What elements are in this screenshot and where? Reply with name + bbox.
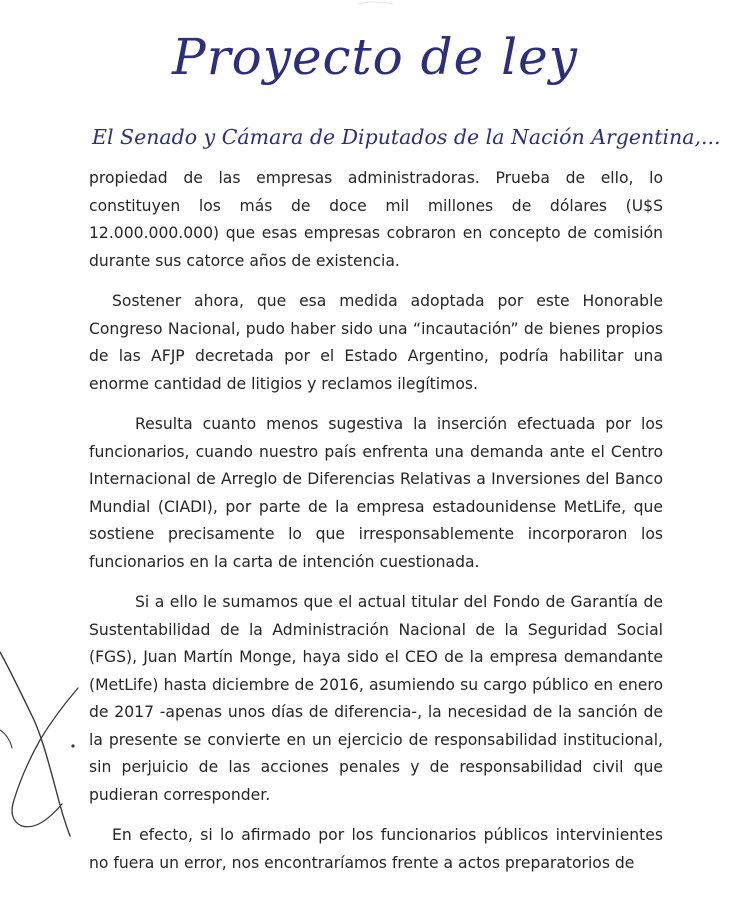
document-body <box>89 165 663 877</box>
document-subtitle: El Senado y Cámara de Diputados de la Nación Argentina,... <box>92 125 721 149</box>
paragraph-3: Resulta cuanto menos sugestiva la inserción efectuada por los funcionarios, cuando nuestro país enfrenta una demanda ante el Centro Internacional de Arreglo de Diferencias Relativas a Inversiones del Banco Mundial (CIADI), por parte de la empresa estadounidense MetLife, que sostiene precisamente lo que irresponsablemente incorporaron los funcionarios en la carta de intención cuestionada. <box>89 415 663 571</box>
scan-mark <box>355 0 395 8</box>
paragraph-1: propiedad de las empresas administradoras. Prueba de ello, lo constituyen los más de doce mil millones de dólares (U$S 12.000.000.000) que esas empresas cobraron en concepto de comisión durante sus catorce años de existencia. <box>89 169 663 270</box>
document-title: Proyecto de ley <box>172 28 578 86</box>
handwritten-signature <box>0 640 90 840</box>
paragraph-5: En efecto, si lo afirmado por los funcionarios públicos intervinientes no fuera un error, nos encontraríamos frente a actos preparatorios de <box>89 826 663 872</box>
paragraph-4: Si a ello le sumamos que el actual titular del Fondo de Garantía de Sustentabilidad de la Administración Nacional de la Seguridad Social (FGS), Juan Martín Monge, haya sido el CEO de la empresa demandante (MetLife) hasta diciembre de 2016, asumiendo su cargo público en enero de 2017 -apenas unos días de diferencia-, la necesidad de la sanción de la presente se convierte en un ejercicio de responsabilidad institucional, sin perjuicio de las acciones penales y de responsabilidad civil que pudieran corresponder. <box>89 593 663 804</box>
paragraph-2: Sostener ahora, que esa medida adoptada por este Honorable Congreso Nacional, pudo haber sido una “incautación” de bienes propios de las AFJP decretada por el Estado Argentino, podría habilitar una enorme cantidad de litigios y reclamos ilegítimos. <box>89 292 663 393</box>
